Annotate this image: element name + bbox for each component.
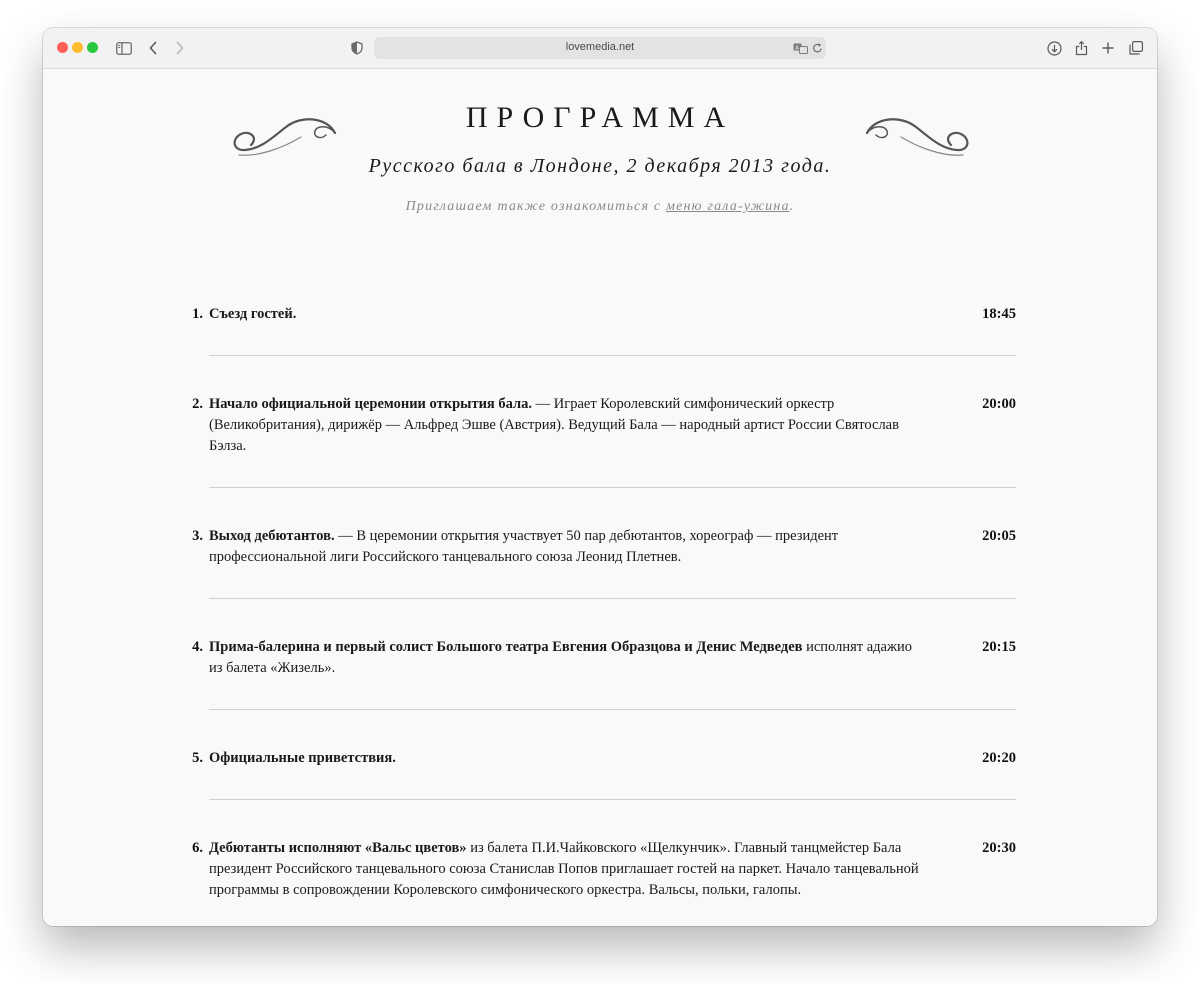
program-item-number: 2. <box>192 396 203 412</box>
program-item-number: 3. <box>192 528 203 544</box>
dinner-menu-link[interactable]: меню гала-ужина <box>665 199 790 214</box>
program-item-title: Выход дебютантов. <box>209 528 335 544</box>
program-item-time: 20:20 <box>982 750 1016 766</box>
program-item-text <box>209 748 919 769</box>
zoom-window-button[interactable] <box>87 42 98 53</box>
program-item-title: Официальные приветствия. <box>209 750 396 766</box>
invite-end: . <box>789 199 795 214</box>
program-item-text <box>209 526 919 568</box>
program-item-title: Начало официальной церемонии открытия бала. <box>209 396 533 412</box>
reload-icon[interactable] <box>807 38 827 58</box>
program-item-description: — Играет Королевский симфонический оркестр (Великобритания), дирижёр — Альфред Эшве (Австрия). Ведущий Бала — народный артист России Святослав Бэлза. <box>209 396 899 454</box>
program-item-description: исполнят адажио из балета «Жизель». <box>209 639 913 676</box>
page-subtitle: Русского бала в Лондоне, 2 декабря 2013 года. <box>368 155 832 177</box>
program-item-text <box>209 637 919 679</box>
program-item-number: 6. <box>192 840 203 856</box>
program-item-number: 4. <box>192 639 203 655</box>
program-item-time: 20:15 <box>982 639 1016 655</box>
program-item-text <box>209 838 919 901</box>
program-item-text <box>209 304 919 325</box>
svg-text:A: A <box>794 44 799 51</box>
invite-text: Приглашаем также ознакомиться с <box>405 199 666 214</box>
program-item-text <box>209 394 919 457</box>
url-text: lovemedia.net <box>565 41 635 53</box>
address-bar[interactable] <box>374 37 826 59</box>
sidebar-icon[interactable] <box>114 38 134 58</box>
share-icon[interactable] <box>1071 38 1091 58</box>
program-item-description: из балета П.И.Чайковского «Щелкунчик». Главный танцмейстер Бала президент Российского танцевального союза Станислав Попов приглашает гостей на паркет. Начало танцевальной программы в сопровождении Королевского симфонического оркестра. Вальсы, польки, галопы. <box>209 840 919 898</box>
privacy-shield-icon[interactable] <box>347 38 367 58</box>
program-item-time: 20:00 <box>982 396 1016 412</box>
invite-line <box>43 199 1157 215</box>
back-icon[interactable] <box>143 38 163 58</box>
downloads-icon[interactable] <box>1044 38 1064 58</box>
browser-toolbar <box>43 28 1157 69</box>
forward-icon[interactable] <box>170 38 190 58</box>
program-divider <box>209 487 1016 488</box>
page-title: ПРОГРАММА <box>465 101 735 134</box>
close-window-button[interactable] <box>57 42 68 53</box>
program-item-title: Прима-балерина и первый солист Большого театра Евгения Образцова и Денис Медведев <box>209 639 803 655</box>
program-divider <box>209 799 1016 800</box>
program-item-description: — В церемонии открытия участвует 50 пар дебютантов, хореограф — президент профессиональной лиги Российского танцевального союза Леонид Плетнев. <box>209 528 839 565</box>
program-item-time: 20:30 <box>982 840 1016 856</box>
program-divider <box>209 598 1016 599</box>
program-divider <box>209 355 1016 356</box>
minimize-window-button[interactable] <box>72 42 83 53</box>
browser-window <box>43 28 1157 926</box>
page-content <box>43 69 1157 926</box>
program-divider <box>209 709 1016 710</box>
new-tab-icon[interactable] <box>1098 38 1118 58</box>
program-item-title: Дебютанты исполняют «Вальс цветов» <box>209 840 467 856</box>
tab-overview-icon[interactable] <box>1126 38 1146 58</box>
program-item-title: Съезд гостей. <box>209 306 297 322</box>
program-item-time: 20:05 <box>982 528 1016 544</box>
program-item-time: 18:45 <box>982 306 1016 322</box>
program-item-number: 1. <box>192 306 203 322</box>
program-item-number: 5. <box>192 750 203 766</box>
